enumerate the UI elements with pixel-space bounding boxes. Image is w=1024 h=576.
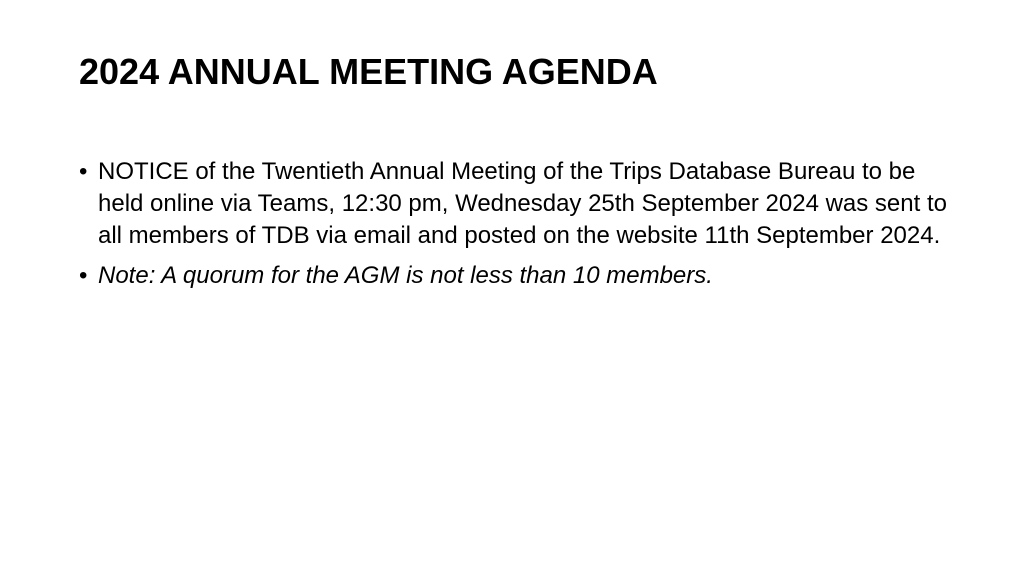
bullet-marker: • xyxy=(79,158,88,185)
slide-title: 2024 ANNUAL MEETING AGENDA xyxy=(79,51,658,92)
quorum-note-text: Note: A quorum for the AGM is not less than 10 members. xyxy=(98,262,713,289)
bullet-list xyxy=(79,156,959,300)
bullet-marker: • xyxy=(79,262,88,289)
quorum-note-bullet xyxy=(79,260,959,292)
notice-bullet xyxy=(79,156,959,252)
notice-text: NOTICE of the Twentieth Annual Meeting of the Trips Database Bureau to be held online via Teams, 12:30 pm, Wednesday 25th September 2024 was sent to all members of TDB via email and posted on the website 11th September 2024. xyxy=(98,158,947,249)
